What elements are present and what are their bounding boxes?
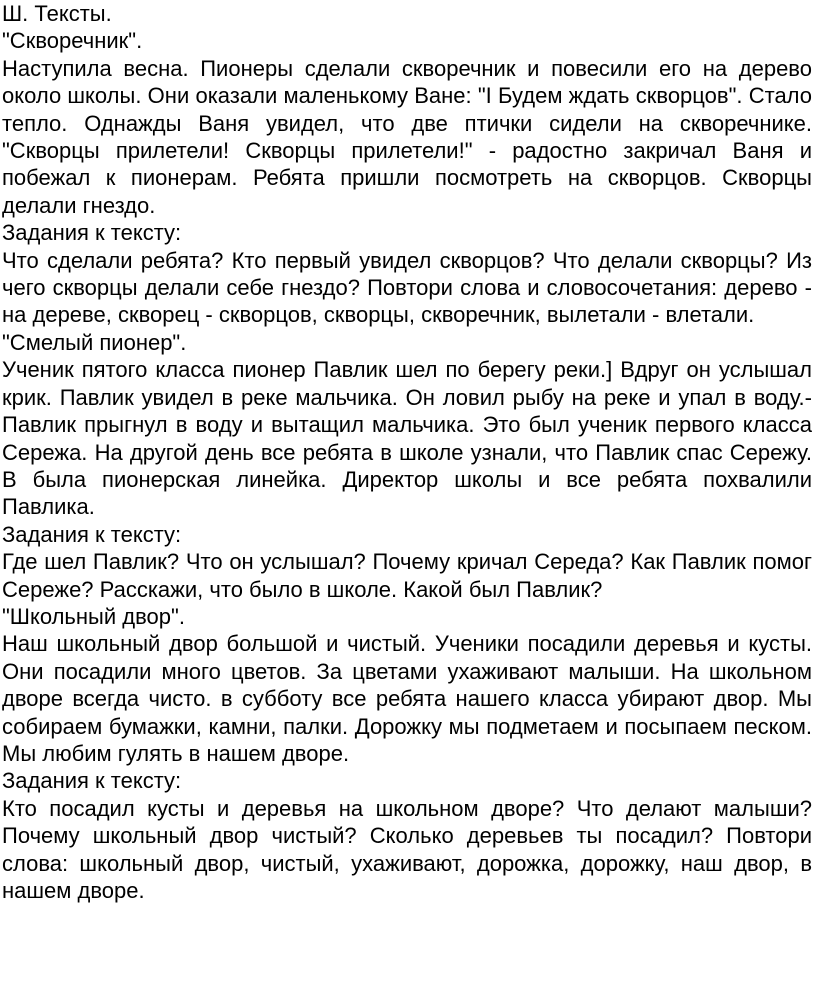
text-title-1: "Скворечник". bbox=[2, 28, 143, 54]
tasks-label-3: Задания к тексту: bbox=[2, 768, 182, 794]
text-body-3: Наш школьный двор большой и чистый. Ученики посадили деревья и кусты. Они посадили много цветов. За цветами ухаживают малыши. На школьном дворе всегда чисто. в субботу все ребята нашего класса убирают двор. Мы собираем бумажки, камни, палки. Дорожку мы подметаем и посыпаем песком. Мы любим гулять в нашем дворе. bbox=[2, 631, 812, 766]
tasks-text-3: Кто посадил кусты и деревья на школьном дворе? Что делают малыши? Почему школьный двор чистый? Сколько деревьев ты посадил? Повтори слова: школьный двор, чистый, ухаживают, дорожка, дорожку, наш двор, в нашем дворе. bbox=[2, 795, 812, 903]
text-title-3: "Школьный двор". bbox=[2, 603, 185, 629]
section-heading: Ш. Тексты. bbox=[2, 1, 112, 26]
text-body-2: Ученик пятого класса пионер Павлик шел по берегу реки.] Вдруг он услышал крик. Павлик увидел в реке мальчика. Он ловил рыбу на реке и упал в воду.- Павлик прыгнул в воду и вытащил мальчика. Это был ученик первого класса Сережа. На другой день все ребята в школе узнали, что Павлик спас Сережу. В была пионерская линейка. Директор школы и все ребята похвалили Павлика. bbox=[2, 357, 812, 520]
tasks-label-1: Задания к тексту: bbox=[2, 220, 182, 246]
tasks-text-2: Где шел Павлик? Что он услышал? Почему кричал Середа? Как Павлик помог Сереже? Расскажи, что было в школе. Какой был Павлик? bbox=[2, 549, 812, 602]
text-title-2: "Смелый пионер". bbox=[2, 329, 187, 355]
tasks-text-1: Что сделали ребята? Кто первый увидел скворцов? Что делали скворцы? Из чего скворцы делали себе гнездо? Повтори слова и словосочетания: дерево - на дереве, скворец - скворцов, скворцы, скворечник, вылетали - влетали. bbox=[2, 247, 812, 328]
tasks-label-2: Задания к тексту: bbox=[2, 521, 182, 547]
text-body-1: Наступила весна. Пионеры сделали скворечник и повесили его на дерево около школы. Они оказали маленькому Ване: "I Будем ждать скворцов". Стало тепло. Однажды Ваня увидел, что две птички сидели на скворечнике. "Скворцы прилетели! Скворцы прилетели!" - радостно закричал Ваня и побежал к пионерам. Ребята пришли посмотреть на скворцов. Скворцы делали гнездо. bbox=[2, 55, 812, 218]
